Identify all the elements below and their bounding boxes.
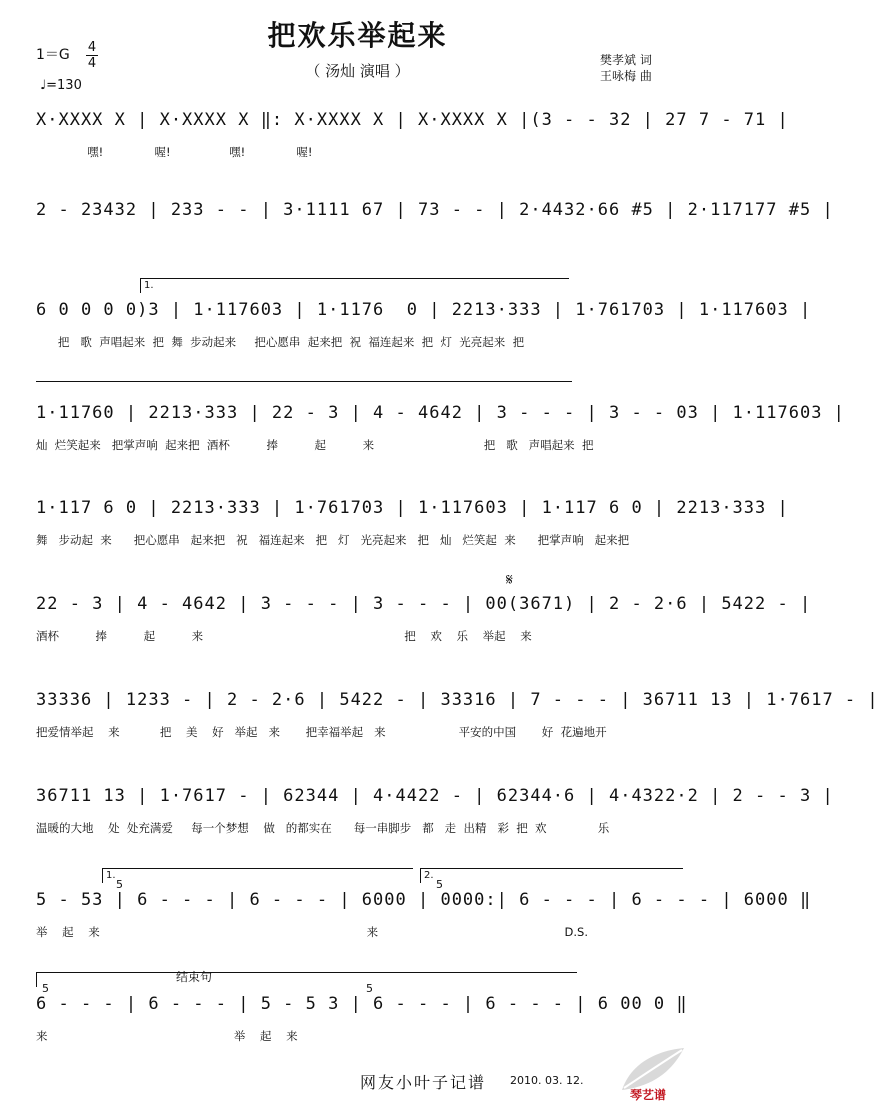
key-signature: 1＝G	[36, 47, 70, 63]
transcriber-credit: 网友小叶子记谱	[360, 1073, 487, 1092]
lyrics-line: 把 歌 声唱起来 把 舞 步动起来 把心愿串 起来把 祝 福连起来 把 灯 光亮起来 把	[36, 335, 525, 349]
lyrics-line: 舞 步动起 来 把心愿串 起来把 祝 福连起来 把 灯 光亮起来 把 灿 烂笑起 来 把掌声响 起来把	[36, 533, 630, 547]
grace-note: 5	[366, 982, 373, 995]
ending-label: 结束句	[176, 970, 213, 984]
notation-line: 22 - 3 | 4 - 4642 | 3 - - - | 3 - - - | 00(3671) | 2 - 2·6 | 5422 - |	[36, 594, 812, 614]
transcription-date: 2010. 03. 12.	[510, 1074, 584, 1087]
notation-line: 5 - 53 | 6 - - - | 6 - - - | 6000 | 0000:| 6 - - - | 6 - - - | 6000 ‖	[36, 890, 812, 910]
lyrics-line: 温暖的大地 处 处充满爱 每一个梦想 做 的都实在 每一串脚步 都 走 出精 彩 把 欢 乐	[36, 821, 610, 835]
meter-top: 4	[87, 40, 97, 55]
song-title: 把欢乐举起来	[267, 19, 448, 52]
tempo-marking: ♩=130	[40, 78, 82, 93]
lyricist-credit: 樊孝斌 词	[600, 53, 652, 67]
credits	[600, 52, 652, 84]
volta-bracket-1-final	[102, 868, 413, 883]
volta-bracket-continuation	[36, 381, 572, 396]
notation-line: X·XXXX X | X·XXXX X ‖: X·XXXX X | X·XXXX X |(3 - - 32 | 27 7 - 71 |	[36, 110, 789, 130]
notation-line: 1·11760 | 2213·333 | 22 - 3 | 4 - 4642 | 3 - - - | 3 - - 03 | 1·117603 |	[36, 403, 845, 423]
lyrics-line: 来 举 起 来	[36, 1029, 298, 1043]
notation-line: 2 - 23432 | 233 - - | 3·1111 67 | 73 - - | 2·4432·66 #5 | 2·117177 #5 |	[36, 200, 834, 220]
site-logo-text: 琴艺谱	[630, 1088, 667, 1102]
ending-bracket	[36, 972, 577, 987]
time-signature	[86, 40, 98, 71]
grace-note: 5	[436, 878, 443, 891]
grace-note: 5	[42, 982, 49, 995]
notation-line: 1·117 6 0 | 2213·333 | 1·761703 | 1·117603 | 1·117 6 0 | 2213·333 |	[36, 498, 789, 518]
segno-sign: 𝄋	[506, 570, 513, 589]
notation-line: 36711 13 | 1·7617 - | 62344 | 4·4422 - | 62344·6 | 4·4322·2 | 2 - - 3 |	[36, 786, 834, 806]
composer-credit: 王咏梅 曲	[600, 69, 652, 83]
notation-line: 6 - - - | 6 - - - | 5 - 5 3 | 6 - - - | 6 - - - | 6 00 0 ‖	[36, 994, 688, 1014]
volta-bracket-2	[420, 868, 683, 883]
performer-subtitle: （ 汤灿 演唱 ）	[305, 62, 410, 80]
grace-note: 5	[116, 878, 123, 891]
volta-label-1: 1.	[144, 280, 154, 291]
lyrics-line: 酒杯 捧 起 来 把 欢 乐 举起 来	[36, 629, 532, 643]
meter-bottom: 4	[87, 56, 97, 71]
volta-label-2: 2.	[424, 870, 434, 881]
lyrics-line: 灿 烂笑起来 把掌声响 起来把 酒杯 捧 起 来 把 歌 声唱起来 把	[36, 438, 594, 452]
lyrics-line: 嘿! 喔! 嘿! 喔!	[36, 145, 313, 159]
notation-line: 33336 | 1233 - | 2 - 2·6 | 5422 - | 33316 | 7 - - - | 36711 13 | 1·7617 - |	[36, 690, 879, 710]
lyrics-line: 举 起 来 来 D.S.	[36, 925, 588, 939]
volta-bracket-1	[140, 278, 569, 293]
lyrics-line: 把爱情举起 来 把 美 好 举起 来 把幸福举起 来 平安的中国 好 花遍地开	[36, 725, 607, 739]
volta-label-1-final: 1.	[106, 870, 116, 881]
notation-line: 6 0 0 0 0)3 | 1·117603 | 1·1176 0 | 2213·333 | 1·761703 | 1·117603 |	[36, 300, 812, 320]
